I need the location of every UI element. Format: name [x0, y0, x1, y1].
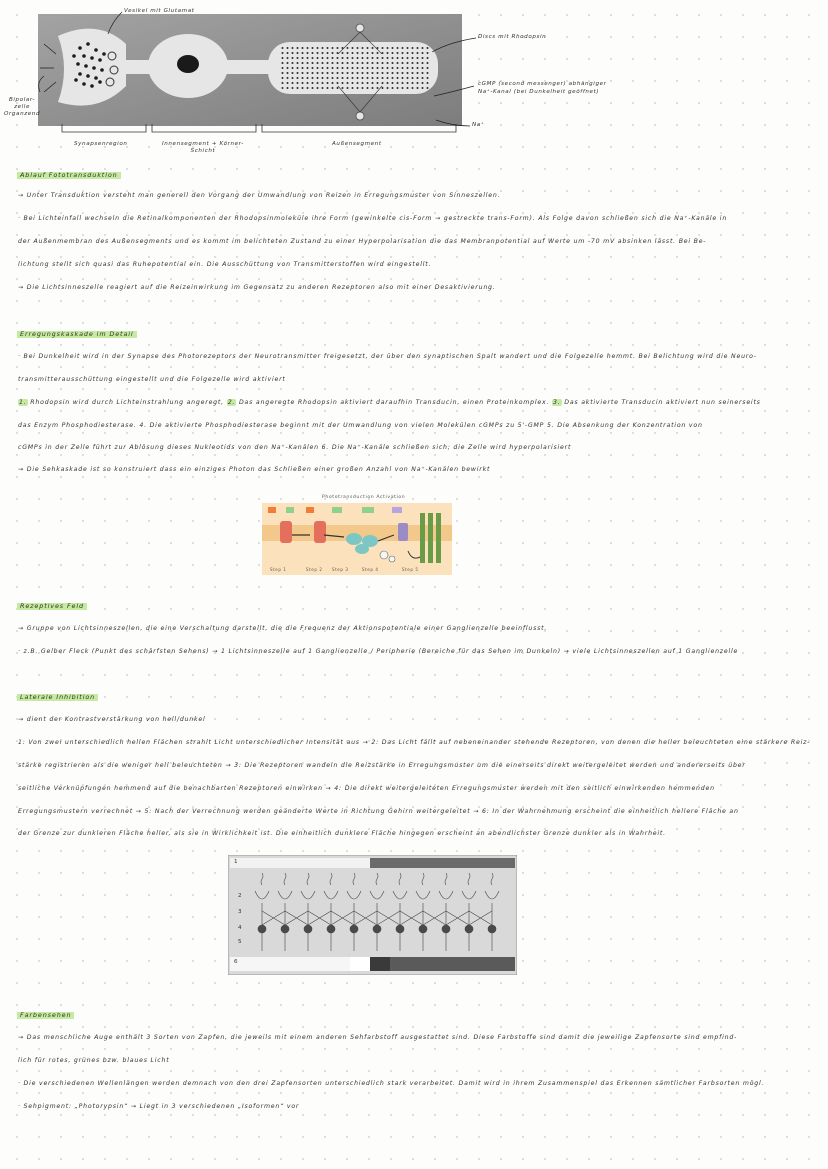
step-number: 2.: [227, 399, 236, 406]
heading-laterale-inhibition: Laterale Inhibition: [17, 692, 98, 702]
lateral-inhibition-figure: [228, 855, 517, 975]
text-line: · Die verschiedenen Wellenlängen werden demnach von den drei Zapfensorten unterschiedlich stark verarbeitet. Damit wird in ihrem Zusammenspiel das Erkennen sämtlicher Farbsorten mögl.: [18, 1080, 765, 1087]
step-number: 1.: [19, 399, 27, 406]
lateral-inhibition-diagram: [228, 855, 517, 975]
label-innensegment: Innensegment + Körner- Schicht: [162, 141, 244, 154]
row-number: 2: [238, 893, 243, 899]
step-label: Step 1: [270, 567, 287, 572]
text-line: · Bei Lichteinfall wechseln die Retinalkomponenten der Rhodopsinmoleküle ihre Form (gewinkelte cis-Form → gestreckte trans-Form). Als Folge davon schließen sich die Na⁺-Kanäle in: [18, 215, 728, 222]
neuron: [442, 925, 450, 933]
neuron: [396, 925, 404, 933]
text-line: der Außenmembran des Außensegments und es kommt im belichteten Zustand zu einer Hyperpolarisation die das Membranpotential auf Werte um -70 mV absinken lässt. Bei Be-: [18, 238, 707, 245]
text-line: 1: Von zwei unterschiedlich hellen Flächen strahlt Licht unterschiedlicher Intensität aus → 2: Das Licht fällt auf nebeneinander stehende Rezeptoren, von denen die heller beleuchteten eine stärkere Reiz-: [18, 739, 811, 746]
neuron: [465, 925, 473, 933]
text-line: lichtung stellt sich quasi das Ruhepotential ein. Die Ausschüttung von Transmitterstoffen wird eingestellt.: [18, 261, 432, 268]
text-line: · z.B. Gelber Fleck (Punkt des schärfsten Sehens) → 1 Lichtsinneszelle auf 1 Ganglienzelle / Peripherie (Bereiche für das Sehen im Dunkeln) → viele Lichtsinneszellen auf 1 Ganglienzelle: [18, 648, 739, 655]
label-aussensegment: Außensegment: [332, 141, 382, 147]
text-line: stärke registrieren als die weniger hell beleuchteten → 3: Die Rezeptoren wandeln die Reizstärke in Erregungsmuster um die einerseits direkt weitergeleitet werden und andererseits über: [18, 762, 746, 769]
heading-fototransduktion: Ablauf Fototransduktion: [17, 170, 121, 180]
neuron: [327, 925, 335, 933]
text-line: das Enzym Phosphodiesterase. 4. Die aktivierte Phosphodiesterase beginnt mit der Umwandlung von vielen Molekülen cGMPs zu 5'-GMP 5. Die Absenkung der Konzentration von: [18, 422, 703, 429]
neuron: [373, 925, 381, 933]
heading-rezeptives-feld: Rezeptives Feld: [17, 601, 87, 611]
label-cgmp: cGMP (second messenger) abhängiger Na⁺-Kanal (bei Dunkelheit geöffnet): [478, 81, 607, 95]
label-discs: Discs mit Rhodopsin: [478, 34, 547, 40]
step-text: Das aktivierte Transducin aktiviert nun seinerseits: [561, 399, 761, 406]
text-line: Erregungsmustern verrechnet → 5: Nach der Verrechnung werden geänderte Werte in Richtung Gehirn weitergeleitet → 6: In der Wahrnehmung erscheint die einheitlich hellere Fläche an: [18, 808, 739, 815]
text-line: cGMPs in der Zelle führt zur Ablösung dieses Nukleotids von den Na⁺-Kanälen 6. Die Na⁺-Kanäle schließen sich; die Zelle wird hyperpolarisiert: [18, 444, 572, 451]
phototransduction-diagram: [262, 495, 452, 575]
text-line: → Gruppe von Lichtsinneszellen, die eine Verschaltung darstellt, die die Frequenz der Aktionspotentiale einer Ganglienzelle beeinflusst.: [18, 625, 548, 632]
row-number: 6: [234, 959, 239, 965]
row-number: 3: [238, 909, 243, 915]
steps-line: [18, 399, 814, 407]
step-text: Rhodopsin wird durch Lichteinstrahlung angeregt,: [27, 399, 227, 406]
neuron: [304, 925, 312, 933]
neuron: [350, 925, 358, 933]
text-line: → Die Sehkaskade ist so konstruiert dass ein einziges Photon das Schließen einer großen Anzahl von Na⁺-Kanälen bewirkt: [18, 466, 491, 473]
step-label: Step 3: [332, 567, 349, 572]
text-line: · Bei Dunkelheit wird in der Synapse des Photorezeptors der Neurotransmitter freigesetzt, der über den synaptischen Spalt wandert und die Folgezelle hemmt. Bei Belichtung wird die Neuro-: [18, 353, 757, 360]
row-number: 4: [238, 925, 243, 931]
step-label: Step 2: [306, 567, 323, 572]
row-number: 1: [234, 859, 239, 865]
text-line: · Sehpigment: „Photorypsin“ → Liegt in 3 verschiedenen „Isoformen“ vor: [18, 1103, 300, 1110]
neuron: [258, 925, 266, 933]
phototransduction-title: Phototransduction Activation: [322, 495, 406, 500]
label-bipolar: Bipolar- zelle Organzend: [4, 97, 41, 117]
neuron: [281, 925, 289, 933]
step-number: 3.: [552, 399, 561, 406]
label-vesikel: Vesikel mit Glutamat: [124, 8, 195, 14]
step-label: Step 5: [402, 567, 419, 572]
text-line: transmitterausschüttung eingestellt und die Folgezelle wird aktiviert: [18, 376, 286, 383]
text-line: lich für rotes, grünes bzw. blaues Licht: [18, 1057, 170, 1064]
heading-farbensehen: Farbensehen: [17, 1010, 74, 1020]
row-number: 5: [238, 939, 243, 945]
label-na: Na⁺: [472, 122, 485, 128]
label-synapsenregion: Synapsenregion: [74, 141, 128, 147]
step-label: Step 4: [362, 567, 379, 572]
text-line: → Die Lichtsinneszelle reagiert auf die Reizeinwirkung im Gegensatz zu anderen Rezeptoren also mit einer Desaktivierung.: [18, 284, 496, 291]
text-line: → Das menschliche Auge enthält 3 Sorten von Zapfen, die jeweils mit einem anderen Sehfarbstoff ausgestattet sind. Diese Farbstoffe sind damit die jeweilige Zapfensorte sind empfind-: [18, 1034, 738, 1041]
text-line: der Grenze zur dunkleren Fläche heller, als sie in Wirklichkeit ist. Die einheitlich dunklere Fläche hingegen erscheint an abendlichster Grenze dunkler als in Wahrheit.: [18, 830, 666, 837]
leader-lines: [0, 0, 828, 140]
text-line: → dient der Kontrastverstärkung von hell/dunkel: [18, 716, 206, 723]
phototransduction-figure: [262, 495, 452, 575]
heading-erregungskaskade: Erregungskaskade im Detail: [17, 329, 137, 339]
neuron: [419, 925, 427, 933]
text-line: → Unter Transduktion versteht man generell den Vorgang der Umwandlung von Reizen in Erregungsmuster von Sinneszellen.: [18, 192, 501, 199]
text-line: seitliche Verknüpfungen hemmend auf die benachbarten Rezeptoren einwirken → 4: Die direkt weitergeleiteten Erregungsmuster werden mit den seitlich einwirkenden hemmenden: [18, 785, 715, 792]
neuron: [488, 925, 496, 933]
step-text: Das angeregte Rhodopsin aktiviert daraufhin Transducin, einen Proteinkomplex.: [236, 399, 552, 406]
